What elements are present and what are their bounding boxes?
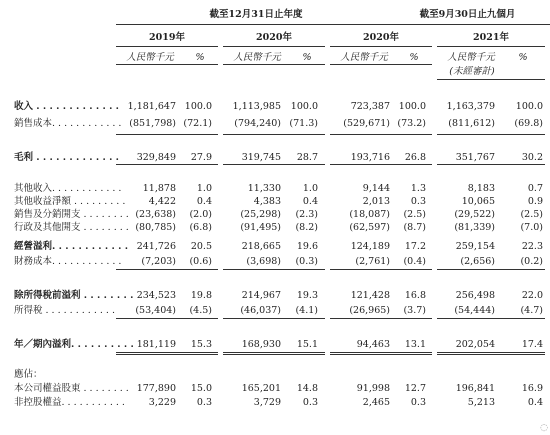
table-cell: 193,716 bbox=[350, 152, 390, 163]
total-rule bbox=[330, 269, 432, 270]
table-cell: 94,463 bbox=[356, 339, 390, 350]
unit-pct-4: % bbox=[518, 52, 528, 63]
unit-rmb-3: 人民幣千元 bbox=[340, 52, 388, 63]
table-cell: 19.6 bbox=[296, 241, 318, 252]
table-cell: 0.4 bbox=[302, 196, 318, 207]
total-rule bbox=[437, 164, 545, 165]
row-label: 應佔： bbox=[14, 369, 43, 380]
table-cell: (0.6) bbox=[189, 256, 212, 267]
watermark bbox=[540, 423, 548, 433]
table-cell: 124,189 bbox=[350, 241, 390, 252]
table-cell: 4,383 bbox=[253, 196, 281, 207]
table-cell: 28.7 bbox=[296, 152, 318, 163]
table-cell: 10,065 bbox=[461, 196, 495, 207]
table-cell: 15.0 bbox=[190, 383, 212, 394]
table-cell: 30.2 bbox=[521, 152, 543, 163]
year-rule-1 bbox=[116, 46, 218, 47]
unit-rule-1 bbox=[116, 64, 218, 65]
table-cell: 3,229 bbox=[148, 397, 176, 408]
unit-rmb-2: 人民幣千元 bbox=[233, 52, 281, 63]
year-2020: 2020年 bbox=[256, 32, 292, 43]
table-cell: (26,965) bbox=[349, 305, 390, 316]
table-cell: (2.0) bbox=[189, 209, 212, 220]
table-cell: (811,612) bbox=[448, 118, 495, 129]
table-cell: 91,998 bbox=[356, 383, 390, 394]
table-cell: 0.3 bbox=[410, 397, 426, 408]
table-cell: 234,523 bbox=[136, 290, 176, 301]
table-cell: 0.4 bbox=[527, 397, 543, 408]
total-rule bbox=[116, 352, 218, 355]
table-cell: 1.3 bbox=[410, 183, 426, 194]
header-group-ninemonths: 截至9月30日止九個月 bbox=[419, 9, 516, 20]
table-cell: (4.7) bbox=[520, 305, 543, 316]
row-label: 年／期內溢利. . . . . . . . . . bbox=[14, 339, 134, 350]
table-cell: 5,213 bbox=[467, 397, 495, 408]
table-cell: (8.2) bbox=[295, 222, 318, 233]
header-rule-annual bbox=[116, 24, 336, 25]
total-rule bbox=[223, 269, 325, 270]
unit-rule-3 bbox=[330, 64, 432, 65]
table-cell: (72.1) bbox=[183, 118, 212, 129]
table-cell: 100.0 bbox=[184, 101, 212, 112]
table-cell: 0.3 bbox=[410, 196, 426, 207]
row-label: 行政及其他開支 . . . . . . . . bbox=[14, 222, 129, 233]
row-label: 毛利 . . . . . . . . . . . . . bbox=[14, 152, 119, 163]
table-cell: 177,890 bbox=[136, 383, 176, 394]
row-label: 財務成本. . . . . . . . . . . . bbox=[14, 256, 122, 267]
total-rule bbox=[223, 318, 325, 319]
unit-pct-2: % bbox=[302, 52, 312, 63]
table-cell: 9,144 bbox=[362, 183, 390, 194]
table-cell: 165,201 bbox=[241, 383, 281, 394]
table-cell: 319,745 bbox=[241, 152, 281, 163]
table-cell: 14.8 bbox=[296, 383, 318, 394]
table-cell: (529,671) bbox=[343, 118, 390, 129]
total-rule bbox=[223, 352, 325, 355]
table-cell: 13.1 bbox=[404, 339, 426, 350]
table-cell: 351,767 bbox=[455, 152, 495, 163]
table-cell: 0.4 bbox=[196, 196, 212, 207]
table-cell: (29,522) bbox=[454, 209, 495, 220]
total-rule bbox=[116, 164, 218, 165]
total-rule bbox=[330, 134, 432, 135]
table-cell: 329,849 bbox=[136, 152, 176, 163]
table-cell: 121,428 bbox=[350, 290, 390, 301]
table-cell: (0.3) bbox=[295, 256, 318, 267]
table-cell: 0.3 bbox=[196, 397, 212, 408]
table-cell: 17.4 bbox=[521, 339, 543, 350]
table-cell: 0.7 bbox=[527, 183, 543, 194]
total-rule bbox=[437, 269, 545, 270]
table-cell: (851,798) bbox=[129, 118, 176, 129]
table-cell: 3,729 bbox=[253, 397, 281, 408]
total-rule bbox=[330, 318, 432, 319]
row-label: 其他收益淨額 . . . . . . . . . bbox=[14, 196, 126, 207]
table-cell: (2.5) bbox=[520, 209, 543, 220]
header-rule-ninemonths bbox=[330, 24, 550, 25]
table-cell: (62,597) bbox=[349, 222, 390, 233]
row-label: 其他收入. . . . . . . . . . . . bbox=[14, 183, 122, 194]
table-cell: (2.5) bbox=[403, 209, 426, 220]
table-cell: 11,330 bbox=[247, 183, 281, 194]
table-cell: 1.0 bbox=[196, 183, 212, 194]
table-cell: 19.3 bbox=[296, 290, 318, 301]
year-2019: 2019年 bbox=[149, 32, 185, 43]
table-cell: 256,498 bbox=[455, 290, 495, 301]
unit-rule-4 bbox=[437, 79, 545, 80]
watermark-icon: ◌ bbox=[540, 423, 548, 433]
table-cell: (73.2) bbox=[397, 118, 426, 129]
table-cell: (54,444) bbox=[454, 305, 495, 316]
unit-rmb-1: 人民幣千元 bbox=[126, 52, 174, 63]
total-rule bbox=[437, 352, 545, 355]
table-cell: (3.7) bbox=[403, 305, 426, 316]
table-cell: (81,339) bbox=[454, 222, 495, 233]
table-cell: 181,119 bbox=[136, 339, 176, 350]
year-2021-ninemonths: 2021年 bbox=[473, 32, 509, 43]
unaudited-note: (未經審計) bbox=[449, 66, 495, 77]
table-cell: 8,183 bbox=[467, 183, 495, 194]
table-cell: 214,967 bbox=[241, 290, 281, 301]
table-cell: 1,113,985 bbox=[232, 101, 281, 112]
table-cell: 16.9 bbox=[521, 383, 543, 394]
table-cell: (91,495) bbox=[240, 222, 281, 233]
table-cell: (71.3) bbox=[289, 118, 318, 129]
row-label: 除所得稅前溢利 . . . . . . . . bbox=[14, 290, 134, 301]
table-cell: 1.0 bbox=[302, 183, 318, 194]
table-cell: 1,181,647 bbox=[127, 101, 176, 112]
table-cell: (0.4) bbox=[403, 256, 426, 267]
table-cell: 168,930 bbox=[241, 339, 281, 350]
year-2020-ninemonths: 2020年 bbox=[363, 32, 399, 43]
table-cell: (3,698) bbox=[246, 256, 281, 267]
table-cell: 17.2 bbox=[404, 241, 426, 252]
year-rule-3 bbox=[330, 46, 432, 47]
row-label: 銷售及分銷開支 . . . . . . . . bbox=[14, 209, 129, 220]
table-cell: (80,785) bbox=[135, 222, 176, 233]
table-cell: 16.8 bbox=[404, 290, 426, 301]
total-rule bbox=[330, 352, 432, 355]
row-label: 所得稅 . . . . . . . . . . . . bbox=[14, 305, 115, 316]
total-rule bbox=[223, 164, 325, 165]
year-rule-2 bbox=[223, 46, 325, 47]
table-cell: 1,163,379 bbox=[446, 101, 495, 112]
table-cell: (46,037) bbox=[240, 305, 281, 316]
table-cell: (7.0) bbox=[520, 222, 543, 233]
table-cell: (8.7) bbox=[403, 222, 426, 233]
table-cell: 723,387 bbox=[350, 101, 390, 112]
header-group-annual: 截至12月31日止年度 bbox=[209, 9, 303, 20]
table-cell: (7,203) bbox=[141, 256, 176, 267]
table-cell: 11,878 bbox=[142, 183, 176, 194]
table-cell: 4,422 bbox=[148, 196, 176, 207]
table-cell: 241,726 bbox=[136, 241, 176, 252]
table-cell: (18,087) bbox=[349, 209, 390, 220]
table-cell: (25,298) bbox=[240, 209, 281, 220]
table-cell: (4.1) bbox=[295, 305, 318, 316]
total-rule bbox=[223, 134, 325, 135]
row-label: 本公司權益股東 . . . . . . . . bbox=[14, 383, 129, 394]
total-rule bbox=[437, 318, 545, 319]
table-cell: 196,841 bbox=[455, 383, 495, 394]
unit-rule-2 bbox=[223, 64, 325, 65]
table-cell: 202,054 bbox=[455, 339, 495, 350]
row-label: 非控股權益. . . . . . . . . . . bbox=[14, 397, 125, 408]
table-cell: 0.9 bbox=[527, 196, 543, 207]
table-cell: (69.8) bbox=[514, 118, 543, 129]
total-rule bbox=[437, 134, 545, 135]
table-cell: 100.0 bbox=[515, 101, 543, 112]
table-cell: (6.8) bbox=[189, 222, 212, 233]
table-cell: 218,665 bbox=[241, 241, 281, 252]
total-rule bbox=[116, 134, 218, 135]
table-cell: (794,240) bbox=[234, 118, 281, 129]
row-label: 經營溢利. . . . . . . . . . . . bbox=[14, 241, 129, 252]
total-rule bbox=[116, 269, 218, 270]
table-cell: (23,638) bbox=[135, 209, 176, 220]
table-cell: 19.8 bbox=[190, 290, 212, 301]
unit-pct-1: % bbox=[195, 52, 205, 63]
table-cell: (0.2) bbox=[520, 256, 543, 267]
table-cell: 20.5 bbox=[190, 241, 212, 252]
table-cell: 2,465 bbox=[362, 397, 390, 408]
table-cell: 0.3 bbox=[302, 397, 318, 408]
table-cell: 100.0 bbox=[290, 101, 318, 112]
table-cell: (2,656) bbox=[460, 256, 495, 267]
year-rule-4 bbox=[437, 46, 545, 47]
table-cell: 22.3 bbox=[521, 241, 543, 252]
table-cell: 15.3 bbox=[190, 339, 212, 350]
total-rule bbox=[330, 164, 432, 165]
table-cell: 15.1 bbox=[296, 339, 318, 350]
row-label: 銷售成本. . . . . . . . . . . . bbox=[14, 118, 122, 129]
table-cell: (4.5) bbox=[189, 305, 212, 316]
table-cell: 26.8 bbox=[404, 152, 426, 163]
table-cell: 100.0 bbox=[398, 101, 426, 112]
table-cell: 12.7 bbox=[404, 383, 426, 394]
table-cell: (2,761) bbox=[355, 256, 390, 267]
table-cell: 22.0 bbox=[521, 290, 543, 301]
total-rule bbox=[116, 318, 218, 319]
table-cell: 27.9 bbox=[190, 152, 212, 163]
table-cell: (53,404) bbox=[135, 305, 176, 316]
unit-pct-3: % bbox=[409, 52, 419, 63]
table-cell: (2.3) bbox=[295, 209, 318, 220]
table-cell: 259,154 bbox=[455, 241, 495, 252]
unit-rmb-4: 人民幣千元 bbox=[447, 52, 495, 63]
table-cell: 2,013 bbox=[362, 196, 390, 207]
row-label: 收入 . . . . . . . . . . . . . bbox=[14, 101, 119, 112]
